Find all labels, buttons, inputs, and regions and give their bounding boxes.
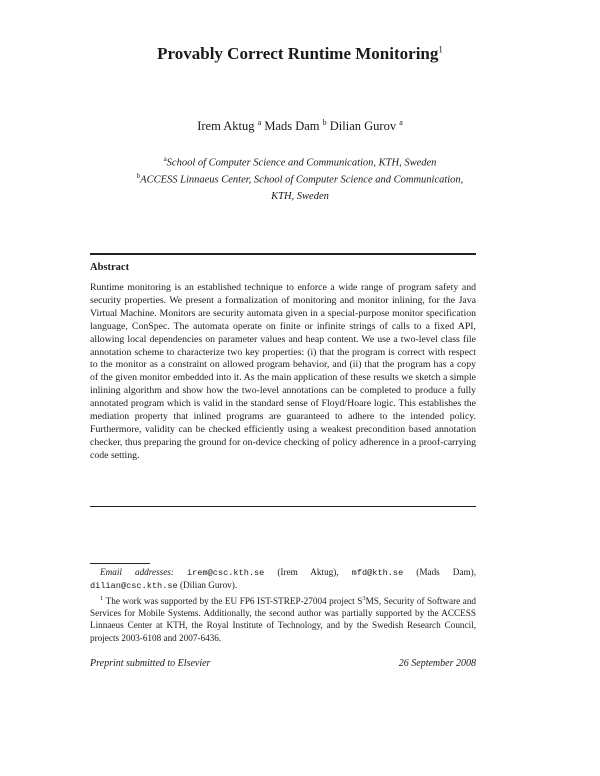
- title-text: Provably Correct Runtime Monitoring: [157, 44, 439, 63]
- email-link[interactable]: mfd@kth.se: [351, 568, 404, 578]
- title-footnote-mark: 1: [438, 44, 443, 55]
- funding-footnote: [90, 593, 476, 644]
- email-link[interactable]: dilian@csc.kth.se: [90, 581, 178, 592]
- footnote-mark: 1: [100, 594, 104, 602]
- preprint-note: Preprint submitted to Elsevier: [90, 658, 211, 669]
- author-name: Irem Aktug: [197, 119, 255, 134]
- email-owner: (Mads Dam): [416, 567, 474, 577]
- author-affil-mark: a: [257, 118, 262, 127]
- abstract-body: Runtime monitoring is an established technique to enforce a wide range of program safety and security properties. We present a formalization of monitoring and monitor inlining, for the Java Virtual Machine. Monitors are security automata given in a special-purpose monitor specification language, ConSpec. The automata operate on finite or infinite strings of calls to a fixed API, allowing local dependencies on parameter values and heap content. We use a two-level class file annotation scheme to characterize two key properties: (i) that the program is correct with respect to the monitor as a constraint on allowed program behavior, and (ii) that the program has a copy of the given monitor embedded into it. As the main application of these results we sketch a simple inlining algorithm and show how the two-level annotations can be completed to produce a fully annotated program which is valid in the standard sense of Floyd/Hoare logic. This establishes the mediation property that inlined programs are guaranteed to adhere to the intended policy. Furthermore, validity can be checked efficiently using a weakest precondition based annotation checker, thus preparing the ground for on-device checking of policy adherence in a proof-carrying code setting.: [90, 282, 476, 461]
- affiliation-mark: a: [163, 155, 167, 163]
- affiliation-text-line2: KTH, Sweden: [271, 190, 329, 202]
- affiliation-text-line1: ACCESS Linnaeus Center, School of Computer Science and Communication,: [140, 174, 464, 186]
- author-affil-mark: b: [322, 118, 327, 127]
- author-affil-mark: a: [399, 118, 403, 127]
- superscript-3: 3: [362, 594, 366, 602]
- author-name: Mads Dam: [264, 119, 320, 134]
- funding-text-a: The work was supported by the EU FP6 IST-STREP-27004 project S: [105, 595, 363, 606]
- abstract-bottom-rule: [90, 506, 476, 507]
- footnotes: [90, 566, 476, 644]
- footnote-rule: [90, 563, 150, 564]
- paper-title: [0, 44, 600, 64]
- footer-date: 26 September 2008: [398, 658, 476, 669]
- author-list: [0, 118, 600, 134]
- affiliation-mark: b: [136, 172, 141, 180]
- email-owner: (Irem Aktug): [277, 567, 337, 577]
- email-link[interactable]: irem@csc.kth.se: [186, 568, 265, 578]
- funding-text-b: MS, Security of Software and Services for Mobile Systems. Additionally, the second author was partially supported by the ACCESS Linnaeus Center at KTH, the Royal Institute of Technology, and by the Swedish Research Council, projects 2003-6108 and 2007-6436.: [90, 595, 477, 643]
- email-owner: (Dilian Gurov): [179, 580, 235, 591]
- email-footnote: Email addresses: irem@csc.kth.se (Irem Aktug), mfd@kth.se (Mads Dam), dilian@csc.kth.se (Dilian Gurov).: [90, 567, 476, 592]
- affiliation-text: School of Computer Science and Communication, KTH, Sweden: [166, 157, 437, 169]
- author-name: Dilian Gurov: [329, 119, 397, 134]
- abstract-heading: Abstract: [90, 262, 130, 273]
- email-label: Email addresses:: [100, 567, 174, 577]
- abstract-top-rule: [90, 253, 476, 255]
- affiliation-b: [0, 168, 600, 205]
